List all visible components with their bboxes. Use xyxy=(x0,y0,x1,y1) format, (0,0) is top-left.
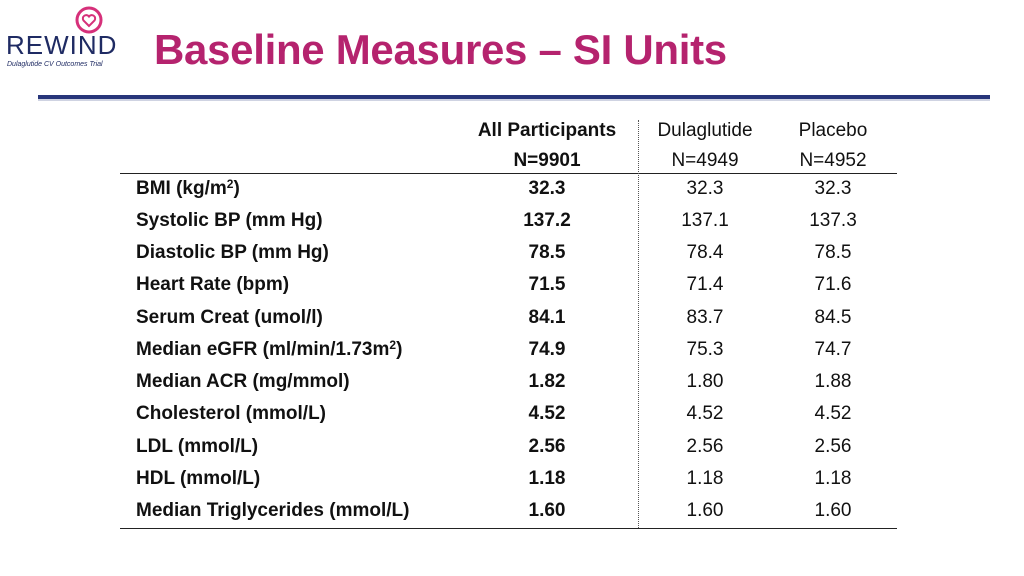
footer-rule xyxy=(120,528,897,529)
cell-placebo: 4.52 xyxy=(814,403,852,424)
header-all-participants: All Participants xyxy=(477,120,617,141)
row-label: Diastolic BP (mm Hg) xyxy=(136,242,329,263)
cell-all: 1.60 xyxy=(528,500,566,521)
cell-placebo: 1.88 xyxy=(814,371,852,392)
row-label: Systolic BP (mm Hg) xyxy=(136,210,323,231)
cell-all: 74.9 xyxy=(528,339,566,360)
cell-placebo: 32.3 xyxy=(814,178,852,199)
cell-all: 78.5 xyxy=(528,242,566,263)
row-label: Median ACR (mg/mmol) xyxy=(136,371,350,392)
header-placebo: Placebo xyxy=(798,120,868,141)
header-placebo-n: N=4952 xyxy=(799,150,867,171)
logo-wordmark: REWIND xyxy=(6,30,118,60)
row-label: Serum Creat (umol/l) xyxy=(136,307,323,328)
cell-placebo: 71.6 xyxy=(814,274,852,295)
cell-placebo: 2.56 xyxy=(814,436,852,457)
cell-all: 84.1 xyxy=(528,307,566,328)
cell-dulaglutide: 1.60 xyxy=(686,500,724,521)
cell-placebo: 1.60 xyxy=(814,500,852,521)
cell-dulaglutide: 4.52 xyxy=(686,403,724,424)
cell-placebo: 78.5 xyxy=(814,242,852,263)
logo-subtitle: Dulaglutide CV Outcomes Trial xyxy=(7,61,103,68)
cell-dulaglutide: 83.7 xyxy=(686,307,724,328)
cell-all: 2.56 xyxy=(528,436,566,457)
cell-placebo: 1.18 xyxy=(814,468,852,489)
column-divider xyxy=(638,120,639,528)
cell-placebo: 137.3 xyxy=(809,210,857,231)
row-label: Median Triglycerides (mmol/L) xyxy=(136,500,410,521)
cell-dulaglutide: 2.56 xyxy=(686,436,724,457)
cell-dulaglutide: 78.4 xyxy=(686,242,724,263)
cell-all: 137.2 xyxy=(523,210,571,231)
row-label: Cholesterol (mmol/L) xyxy=(136,403,327,424)
cell-all: 1.82 xyxy=(528,371,566,392)
cell-placebo: 74.7 xyxy=(814,339,852,360)
cell-dulaglutide: 137.1 xyxy=(681,210,729,231)
header-dulaglutide-n: N=4949 xyxy=(671,150,739,171)
cell-all: 71.5 xyxy=(528,274,566,295)
cell-all: 1.18 xyxy=(528,468,566,489)
cell-dulaglutide: 75.3 xyxy=(686,339,724,360)
row-label: LDL (mmol/L) xyxy=(136,436,259,457)
row-label: Heart Rate (bpm) xyxy=(136,274,290,295)
cell-placebo: 84.5 xyxy=(814,307,852,328)
row-label: BMI $(kg/m^2)$ xyxy=(136,177,240,199)
cell-dulaglutide: 32.3 xyxy=(686,178,724,199)
cell-dulaglutide: 1.80 xyxy=(686,371,724,392)
header-rule xyxy=(120,173,897,174)
header-dulaglutide: Dulaglutide xyxy=(657,120,753,141)
cell-all: 32.3 xyxy=(528,178,566,199)
row-label: Median eGFR $(ml/\min/1.73m^2)$ xyxy=(136,338,403,360)
cell-dulaglutide: 1.18 xyxy=(686,468,724,489)
cell-dulaglutide: 71.4 xyxy=(686,274,724,295)
header-all-n: N=9901 xyxy=(513,150,581,171)
row-label: HDL (mmol/L) xyxy=(136,468,261,489)
page-title: Baseline Measures – SI Units xyxy=(154,26,727,73)
cell-all: 4.52 xyxy=(528,403,566,424)
